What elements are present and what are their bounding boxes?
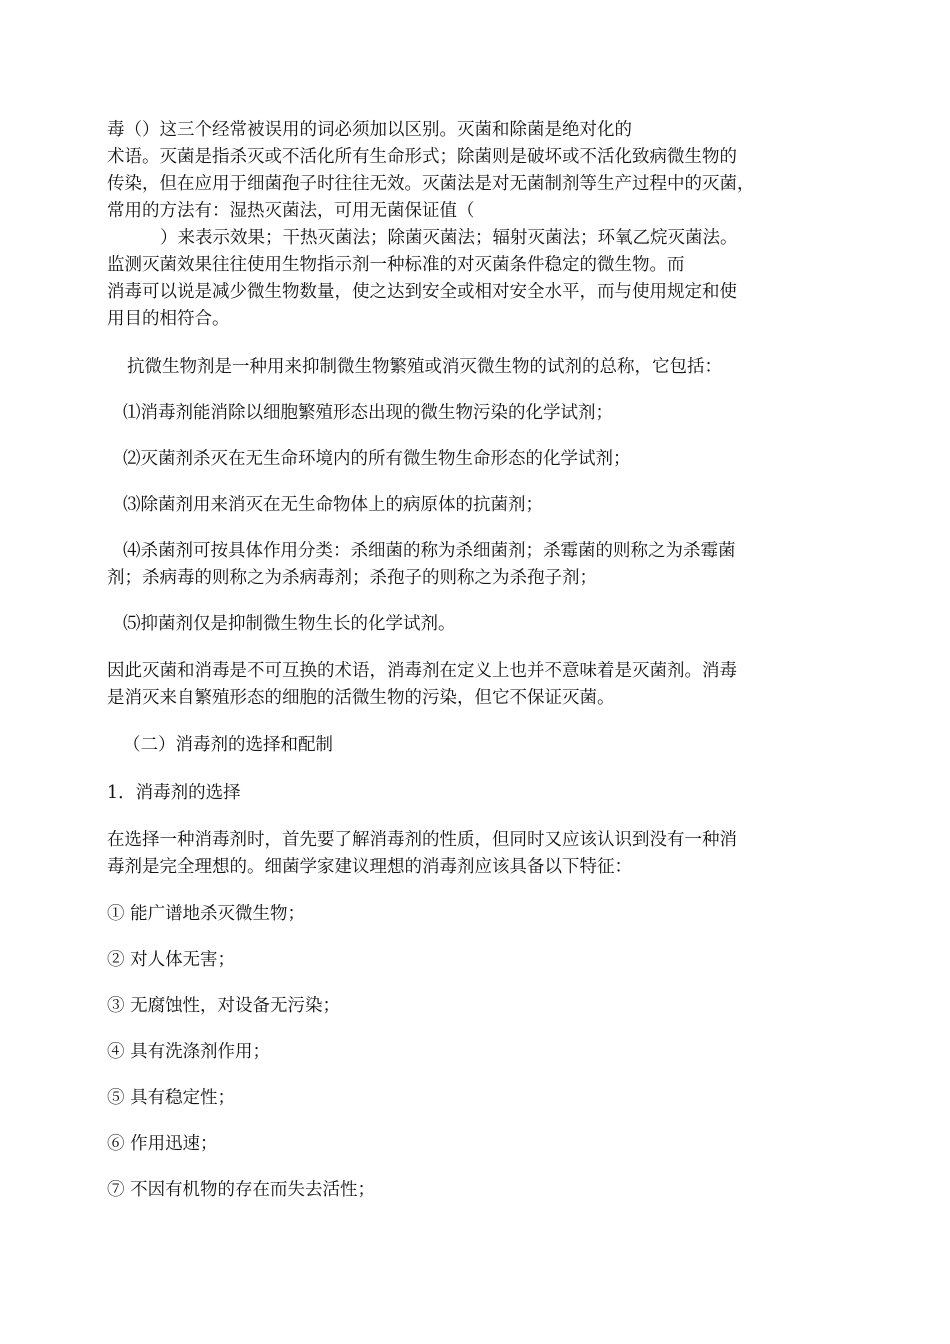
category-item: ⑸抑菌剂仅是抑制微生物生长的化学试剂。 — [123, 614, 456, 634]
paragraph-line: 常用的方法有：湿热灭菌法，可用无菌保证值（ — [107, 201, 475, 221]
paragraph-line: 监测灭菌效果往往使用生物指示剂一种标准的对灭菌条件稳定的微生物。而 — [107, 255, 685, 275]
category-item: ⑵灭菌剂杀灭在无生命环境内的所有微生物生命形态的化学试剂； — [123, 449, 631, 469]
paragraph-line: ）来表示效果；干热灭菌法；除菌灭菌法；辐射灭菌法；环氧乙烷灭菌法。 — [160, 228, 738, 248]
feature-item: ③ 无腐蚀性，对设备无污染； — [107, 996, 341, 1016]
category-item: ⑶除菌剂用来消灭在无生命物体上的病原体的抗菌剂； — [123, 495, 543, 515]
paragraph-line: 术语。灭菌是指杀灭或不活化所有生命形式；除菌则是破坏或不活化致病微生物的 — [107, 147, 737, 167]
paragraph-line: 传染，但在应用于细菌孢子时往往无效。灭菌法是对无菌制剂等生产过程中的灭菌， — [107, 174, 755, 194]
paragraph-line: 毒（）这三个经常被误用的词必须加以区别。灭菌和除菌是绝对化的 — [107, 120, 632, 140]
paragraph-line: 用目的相符合。 — [107, 309, 230, 329]
feature-item: ⑥ 作用迅速； — [107, 1134, 218, 1154]
feature-item: ② 对人体无害； — [107, 950, 236, 970]
feature-item: ① 能广谱地杀灭微生物； — [107, 904, 306, 924]
selection-line: 在选择一种消毒剂时，首先要了解消毒剂的性质，但同时又应该认识到没有一种消 — [107, 830, 737, 850]
category-item: ⑴消毒剂能消除以细胞繁殖形态出现的微生物污染的化学试剂； — [123, 403, 613, 423]
paragraph-line: 消毒可以说是减少微生物数量，使之达到安全或相对安全水平，而与使用规定和使 — [107, 282, 737, 302]
section-heading: （二）消毒剂的选择和配制 — [123, 735, 333, 755]
category-item: ⑷杀菌剂可按具体作用分类：杀细菌的称为杀细菌剂；杀霉菌的则称之为杀霉菌 — [123, 541, 736, 561]
feature-item: ⑤ 具有稳定性； — [107, 1088, 236, 1108]
feature-item: ⑦ 不因有机物的存在而失去活性； — [107, 1180, 376, 1200]
feature-item: ④ 具有洗涤剂作用； — [107, 1042, 271, 1062]
intro-text: 抗微生物剂是一种用来抑制微生物繁殖或消灭微生物的试剂的总称，它包括： — [127, 357, 722, 377]
subsection-heading: 1．消毒剂的选择 — [107, 783, 241, 803]
conclusion-line: 因此灭菌和消毒是不可互换的术语，消毒剂在定义上也并不意味着是灭菌剂。消毒 — [107, 661, 737, 681]
category-item-continuation: 剂；杀病毒的则称之为杀病毒剂；杀孢子的则称之为杀孢子剂； — [107, 568, 597, 588]
conclusion-line: 是消灭来自繁殖形态的细胞的活微生物的污染，但它不保证灭菌。 — [107, 688, 615, 708]
selection-line: 毒剂是完全理想的。细菌学家建议理想的消毒剂应该具备以下特征： — [107, 857, 632, 877]
